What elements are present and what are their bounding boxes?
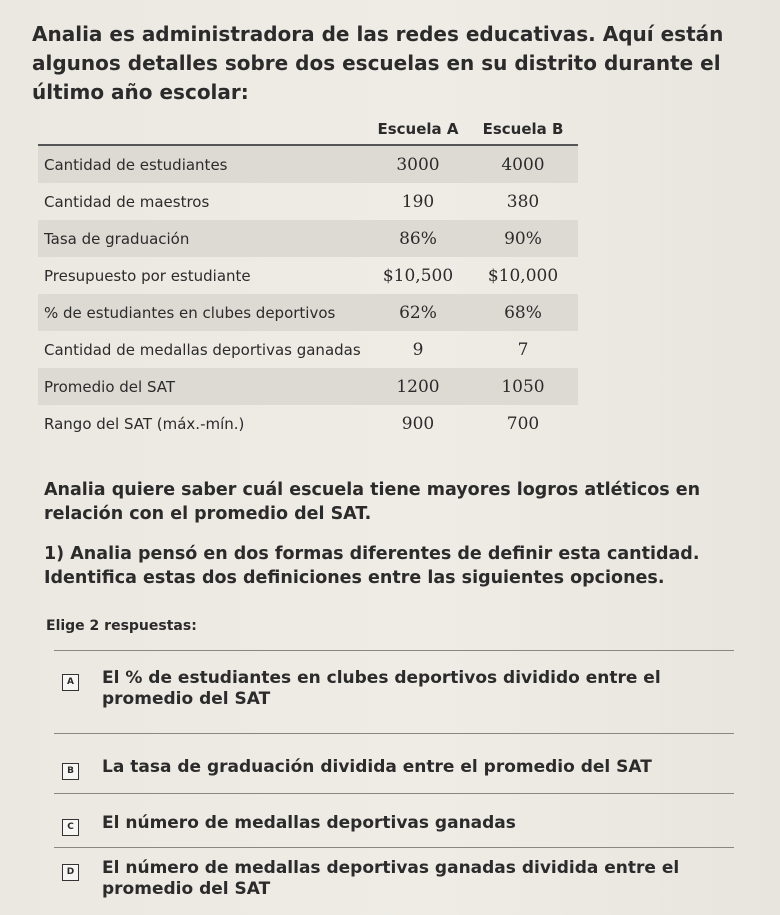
answer-option-b[interactable] bbox=[62, 757, 722, 780]
escuela-b-value: 90% bbox=[468, 220, 578, 257]
escuela-a-value: 86% bbox=[368, 220, 468, 257]
escuela-b-value: 7 bbox=[517, 339, 529, 360]
escuela-a-value: 190 bbox=[401, 191, 435, 212]
option-letter-d: D bbox=[62, 864, 79, 881]
divider bbox=[54, 650, 734, 651]
option-letter-a: A bbox=[62, 674, 79, 691]
table-row bbox=[38, 331, 578, 368]
table-header-empty bbox=[38, 118, 368, 145]
option-letter-b: B bbox=[62, 763, 79, 780]
table-row bbox=[38, 220, 578, 257]
option-text-c: El número de medallas deportivas ganadas bbox=[102, 813, 516, 833]
divider bbox=[54, 793, 734, 794]
row-label: Cantidad de medallas deportivas ganadas bbox=[44, 340, 361, 359]
row-label: % de estudiantes en clubes deportivos bbox=[38, 294, 368, 331]
option-text-b: La tasa de graduación dividida entre el promedio del SAT bbox=[102, 757, 652, 777]
row-label: Rango del SAT (máx.-mín.) bbox=[44, 414, 245, 433]
table-row bbox=[38, 145, 578, 183]
escuela-a-value: 3000 bbox=[368, 145, 468, 183]
divider bbox=[54, 733, 734, 734]
option-text-d: El número de medallas deportivas ganadas dividida entre el promedio del SAT bbox=[102, 858, 680, 899]
answer-option-a[interactable] bbox=[62, 668, 722, 710]
row-label: Cantidad de maestros bbox=[44, 192, 210, 211]
table-row bbox=[38, 257, 578, 294]
intro-text: Analia es administradora de las redes educativas. Aquí están algunos detalles sobre dos escuelas en su distrito durante el último año escolar: bbox=[32, 22, 724, 104]
context-paragraph: Analia quiere saber cuál escuela tiene mayores logros atléticos en relación con el promedio del SAT. bbox=[44, 480, 701, 524]
escuela-a-value: 1200 bbox=[368, 368, 468, 405]
escuela-b-value: 68% bbox=[468, 294, 578, 331]
answer-option-c[interactable] bbox=[62, 813, 722, 836]
escuela-b-value: 4000 bbox=[468, 145, 578, 183]
escuela-b-value: 700 bbox=[506, 413, 540, 434]
row-label: Tasa de graduación bbox=[38, 220, 368, 257]
escuela-b-value: 1050 bbox=[468, 368, 578, 405]
escuela-b-value: 380 bbox=[506, 191, 540, 212]
escuela-a-value: 900 bbox=[401, 413, 435, 434]
row-label: Cantidad de estudiantes bbox=[38, 145, 368, 183]
answer-instruction: Elige 2 respuestas: bbox=[46, 618, 197, 634]
table-header-escuela-b: Escuela B bbox=[468, 118, 578, 145]
question-text: 1) Analia pensó en dos formas diferentes de definir esta cantidad. Identifica estas dos definiciones entre las siguientes opciones. bbox=[44, 544, 700, 588]
divider bbox=[54, 847, 734, 848]
school-comparison-table bbox=[38, 118, 578, 442]
answer-option-d[interactable] bbox=[62, 858, 722, 900]
row-label: Promedio del SAT bbox=[38, 368, 368, 405]
escuela-a-value: $10,500 bbox=[382, 265, 454, 286]
escuela-a-value: 62% bbox=[368, 294, 468, 331]
table-row bbox=[38, 368, 578, 405]
option-letter-c: C bbox=[62, 819, 79, 836]
table-row bbox=[38, 405, 578, 442]
escuela-b-value: $10,000 bbox=[487, 265, 559, 286]
row-label: Presupuesto por estudiante bbox=[44, 266, 251, 285]
table-header-row bbox=[38, 118, 578, 145]
table-row bbox=[38, 183, 578, 220]
table-row bbox=[38, 294, 578, 331]
option-text-a: El % de estudiantes en clubes deportivos dividido entre el promedio del SAT bbox=[102, 668, 661, 709]
table-header-escuela-a: Escuela A bbox=[368, 118, 468, 145]
escuela-a-value: 9 bbox=[412, 339, 424, 360]
